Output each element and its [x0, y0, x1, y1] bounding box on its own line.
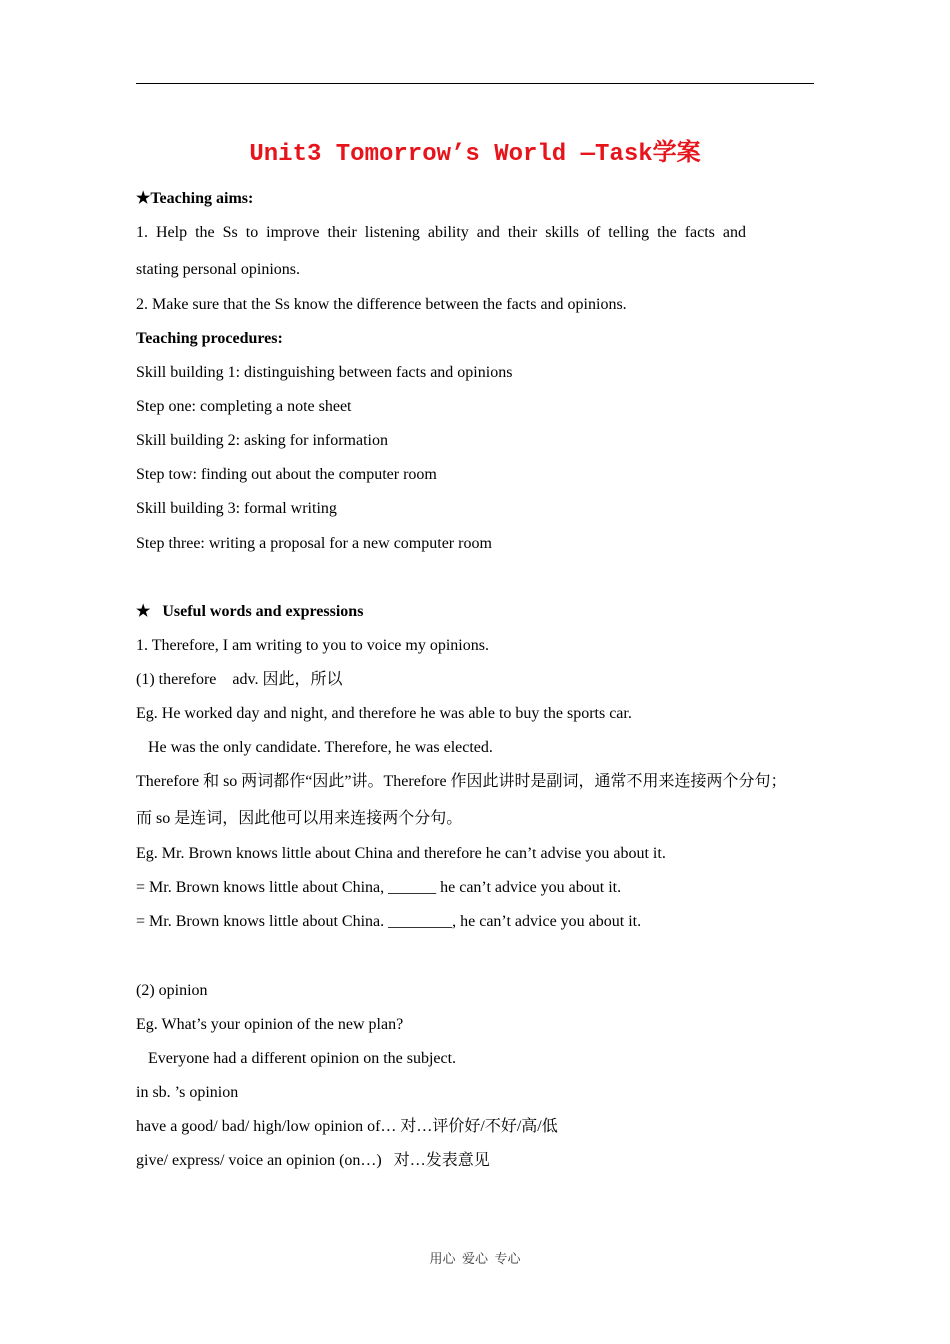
- content-line: He was the only candidate. Therefore, he was elected.: [148, 739, 493, 756]
- content-line: 而 so 是连词，因此他可以用来连接两个分句。: [136, 810, 463, 827]
- teaching-aims-heading: [136, 189, 253, 209]
- useful-words-label: Useful words and expressions: [162, 603, 364, 620]
- content-line: Eg. He worked day and night, and therefore he was able to buy the sports car.: [136, 705, 632, 722]
- page-footer: 用心 爱心 专心: [429, 1251, 521, 1266]
- header-rule: [136, 83, 814, 84]
- content-line: (2) opinion: [136, 982, 208, 999]
- procedure-item: Step tow: finding out about the computer room: [136, 466, 437, 483]
- procedure-item: Step three: writing a proposal for a new computer room: [136, 535, 492, 552]
- star-icon: ★: [136, 603, 151, 620]
- page-title: Unit3 Tomorrow’s World —Task学案: [249, 141, 701, 168]
- content-line: Everyone had a different opinion on the subject.: [148, 1050, 457, 1067]
- useful-words-heading: [136, 602, 363, 622]
- content-line: Therefore 和 so 两词都作“因此”讲。Therefore 作因此讲时是副词，通常不用来连接两个分句；: [136, 773, 787, 790]
- content-line: (1) therefore adv. 因此，所以: [136, 671, 343, 688]
- aim-1-line-1: 1. Help the Ss to improve their listening ability and their skills of telling the facts and: [136, 224, 746, 241]
- procedure-item: Skill building 1: distinguishing between facts and opinions: [136, 364, 513, 381]
- content-line: have a good/ bad/ high/low opinion of… 对…评价好/不好/高/低: [136, 1118, 558, 1135]
- teaching-aims-label: Teaching aims:: [150, 190, 254, 207]
- content-line: = Mr. Brown knows little about China. ________, he can’t advice you about it.: [136, 913, 642, 930]
- aim-2: 2. Make sure that the Ss know the difference between the facts and opinions.: [136, 296, 627, 313]
- star-icon: ★: [136, 190, 151, 207]
- content-line: = Mr. Brown knows little about China, ______ he can’t advice you about it.: [136, 879, 622, 896]
- procedure-item: Skill building 2: asking for information: [136, 432, 388, 449]
- procedure-item: Step one: completing a note sheet: [136, 398, 352, 415]
- teaching-procedures-heading: Teaching procedures:: [136, 330, 283, 347]
- content-line: 1. Therefore, I am writing to you to voice my opinions.: [136, 637, 489, 654]
- aim-1-line-2: stating personal opinions.: [136, 261, 300, 278]
- content-line: Eg. What’s your opinion of the new plan?: [136, 1016, 404, 1033]
- content-line: Eg. Mr. Brown knows little about China and therefore he can’t advise you about it.: [136, 845, 666, 862]
- content-line: give/ express/ voice an opinion (on…) 对…发表意见: [136, 1152, 490, 1169]
- procedure-item: Skill building 3: formal writing: [136, 500, 337, 517]
- content-line: in sb. ’s opinion: [136, 1084, 239, 1101]
